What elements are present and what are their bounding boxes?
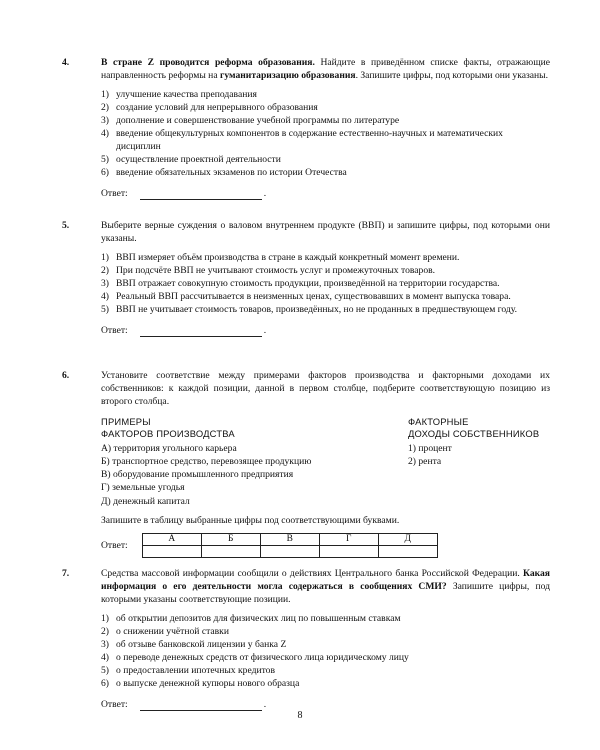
list-item: 5) осуществление проектной деятельности (101, 154, 281, 166)
question-intro: Установите соответствие между примерами факторов производства и факторными доходами их собственников: к каждой позиции, данной в первом столбце, подберите соответствующую позицию из второго столбца. (101, 370, 550, 408)
list-item: 5) ВВП не учитывает стоимость товаров, произведённых, но не проданных в предшествующем году. (101, 304, 517, 316)
list-item: А) территория угольного карьера (101, 442, 237, 454)
answer-label: Ответ: (101, 188, 128, 200)
question-4 (62, 56, 550, 200)
table-header-cell: А (142, 533, 201, 545)
answer-row: Ответ: . (101, 325, 267, 337)
answer-cell[interactable] (378, 545, 437, 557)
list-item: Г) земельные угодья (101, 482, 185, 494)
answer-cell[interactable] (319, 545, 378, 557)
list-item: 6) введение обязательных экзаменов по истории Отечества (101, 167, 347, 179)
answer-row: Ответ: . (101, 699, 267, 711)
question-intro: Выберите верные суждения о валовом внутреннем продукте (ВВП) и запишите цифры, под которыми они указаны. (101, 220, 550, 245)
list-item: 4) о переводе денежных средств от физического лица юридическому лицу (101, 652, 409, 664)
matching-columns (101, 416, 550, 508)
table-header-cell: Д (378, 533, 437, 545)
list-item: 5) о предоставлении ипотечных кредитов (101, 665, 275, 677)
table-header-cell: Г (319, 533, 378, 545)
answer-row (101, 533, 550, 558)
table-header-cell: В (260, 533, 319, 545)
list-item: 1) об открытии депозитов для физических лиц по повышенным ставкам (101, 613, 401, 625)
options-list (101, 251, 550, 316)
page-number: 8 (297, 710, 303, 721)
answer-cell[interactable] (260, 545, 319, 557)
left-column (101, 416, 408, 508)
column-header: ФАКТОРНЫЕ ДОХОДЫ СОБСТВЕННИКОВ (408, 416, 540, 439)
question-7 (62, 567, 550, 711)
answer-label: Ответ: (101, 325, 128, 337)
list-item: 2) создание условий для непрерывного образования (101, 102, 318, 114)
list-item: 2) При подсчёте ВВП не учитывают стоимость услуг и промежуточных товаров. (101, 265, 436, 277)
list-item: 2) рента (408, 455, 442, 467)
list-item: Д) денежный капитал (101, 495, 190, 507)
answer-label: Ответ: (101, 699, 128, 711)
question-intro: В стране Z проводится реформа образования. Найдите в приведённом списке факты, отражающие направленность реформы на гуманитаризацию образования. Запишите цифры, под которыми они указаны. (101, 57, 550, 82)
list-item: 4) введение общекультурных компонентов в содержание естественно-научных и математических дисциплин (101, 128, 503, 153)
list-item: В) оборудование промышленного предприятия (101, 469, 294, 481)
column-header: ПРИМЕРЫ ФАКТОРОВ ПРОИЗВОДСТВА (101, 416, 235, 439)
list-item: Б) транспортное средство, перевозящее продукцию (101, 455, 312, 467)
table-header-cell: Б (201, 533, 260, 545)
list-item: 1) процент (408, 442, 452, 454)
question-number: 5. (62, 220, 70, 231)
question-number: 6. (62, 370, 70, 381)
answer-field[interactable] (140, 189, 262, 200)
list-item: 1) ВВП измеряет объём производства в стране в каждый конкретный момент времени. (101, 252, 460, 264)
answer-field[interactable] (140, 326, 262, 337)
list-item: 3) дополнение и совершенствование учебной программы по литературе (101, 115, 400, 127)
right-column (408, 416, 550, 508)
answer-cell[interactable] (142, 545, 201, 557)
question-5 (62, 219, 550, 337)
list-item: 3) ВВП отражает совокупную стоимость продукции, произведённой на территории государства. (101, 278, 500, 290)
table-instruction: Запишите в таблицу выбранные цифры под соответствующими буквами. (101, 514, 400, 526)
list-item: 1) улучшение качества преподавания (101, 89, 257, 101)
answer-row: Ответ: . (101, 188, 267, 200)
list-item: 2) о снижении учётной ставки (101, 626, 229, 638)
answer-label: Ответ: (101, 539, 128, 551)
question-intro: Средства массовой информации сообщили о действиях Центрального банка Российской Федерации. Какая информация о его деятельности могла содержаться в сообщениях СМИ? Запишите цифры, под которыми указаны соответствующие позиции. (101, 568, 550, 606)
answer-cell[interactable] (201, 545, 260, 557)
list-item: 4) Реальный ВВП рассчитывается в неизменных ценах, существовавших в момент выпуска товара. (101, 291, 511, 303)
question-6 (62, 369, 550, 558)
options-list (101, 88, 550, 179)
options-list (101, 612, 550, 690)
answer-table (142, 533, 438, 558)
list-item: 3) об отзыве банковской лицензии у банка Z (101, 639, 287, 651)
question-number: 4. (62, 57, 70, 68)
question-number: 7. (62, 568, 70, 579)
list-item: 6) о выпуске денежной купюры нового образца (101, 678, 300, 690)
